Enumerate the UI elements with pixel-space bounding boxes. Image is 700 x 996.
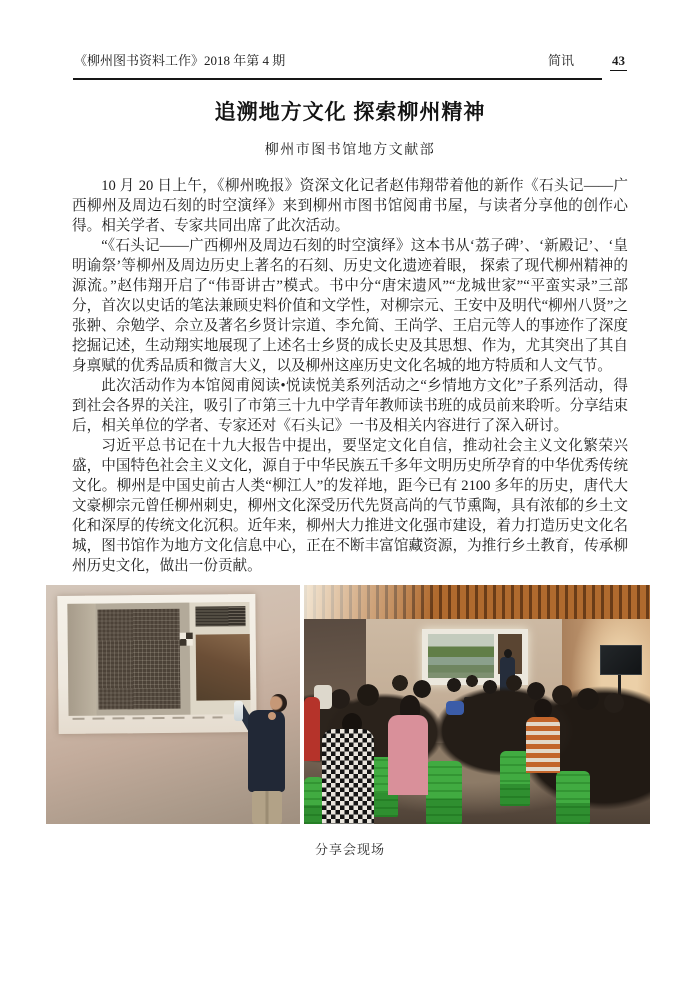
paragraph-1: 10 月 20 日上午，《柳州晚报》资深文化记者赵伟翔带着他的新作《石头记——广西柳州及周边石刻的时空演绎》来到柳州市图书馆阅甫书屋，与读者分享他的创作心得。相关学者、专家共同出席了此次活动。 — [72, 178, 628, 234]
slide-caption-line — [73, 716, 223, 720]
audience-head — [534, 699, 552, 719]
slide-cliff-image — [67, 604, 96, 716]
slide-inscription-rubbing — [97, 609, 180, 710]
light-beam — [304, 585, 650, 619]
article-title: 追溯地方文化 探索柳州精神 — [214, 101, 486, 124]
speaker-hand — [268, 712, 276, 720]
paragraph-4: 习近平总书记在十九大报告中提出，要坚定文化自信，推动社会主义文化繁荣兴盛，中国特色社会主义文化，源自于中华民族五千多年文明历史所孕育的中华优秀传统文化。柳州是中国史前古人类“柳江人”的发祥地，距今已有 2100 多年的历史，唐代大文豪柳宗元曾任柳州刺史，柳州文化深受历代先贤高尚的气节熏陶，具有浓郁的乡土文化和深厚的传统文化沉积。近年来，柳州大力推进文化强市建设，着力打造历史文化名城，图书馆作为地方文化信息中心，正在不断丰富馆藏资源，为推行乡土教育，传承柳州历史文化，做出一份贡献。 — [72, 438, 628, 574]
standing-presenter-head — [504, 649, 512, 658]
header-rule — [73, 78, 602, 80]
photo-row — [46, 585, 650, 824]
page-header — [0, 0, 700, 71]
audience-pink-top — [388, 715, 428, 795]
speaker-head — [270, 694, 287, 712]
audience-striped-top — [526, 717, 560, 773]
green-chair — [304, 777, 324, 824]
photo-caption: 分享会现场 — [314, 842, 385, 857]
page-number: 43 — [610, 53, 627, 71]
speaker-bottle — [234, 701, 243, 721]
paragraph-3: 此次活动作为本馆阅甫阅读•悦读悦美系列活动之“乡情地方文化”子系列活动，得到社会各界的关注，吸引了市第三十九中学青年教师读书班的成员前来聆听。分享结束后，相关单位的学者、专家还对《石头记》一书及相关内容进行了深入研讨。 — [72, 378, 628, 434]
header-right — [548, 50, 627, 71]
slide — [67, 602, 250, 716]
speaker-legs — [252, 791, 282, 824]
projection-screen — [57, 594, 256, 734]
slide-landscape-image — [428, 634, 494, 678]
green-chair — [556, 771, 590, 824]
photo-audience-room — [304, 585, 650, 824]
section-label: 简讯 — [547, 53, 574, 68]
journal-issue: 《柳州图书资料工作》2018 年第 4 期 — [74, 53, 286, 68]
audience-red-jacket — [304, 697, 320, 761]
audience-blue-item — [446, 701, 464, 715]
article-byline: 柳州市图书馆地方文献部 — [264, 143, 436, 158]
slide-seal-mark — [180, 633, 193, 646]
paragraph-2: “《石头记——广西柳州及周边石刻的时空演绎》这本书从‘荔子碑’、‘新殿记’、‘皇明谕祭’等柳州及周边历史上著名的石刻、历史文化遗迹着眼， 探索了现代柳州精神的源流。”赵伟翔开启了“伟哥讲古”模式。书中分“唐宋遗风”“龙城世家”“平蛮实录”三部分，首次以史话的笔法兼顾史料价值和文学性，对柳宗元、王安中及明代“柳州八贤”之张翀、佘勉学、佘立及著名乡贤计宗道、李允简、王尚学、王启元等人的事迹作了深度挖掘记述，生动翔实地展现了上述名士乡贤的成长史及其思想、作为，尤其突出了其自身禀赋的优秀品质和微言大义，以及柳州这座历史文化名城的地方特质和人文气节。 — [72, 238, 628, 374]
slide-brown-photo — [196, 634, 251, 701]
article-body — [72, 176, 628, 576]
green-chair — [426, 761, 462, 824]
speaker-torso — [248, 710, 285, 792]
audience-checkered-coat — [322, 729, 374, 824]
slide-text-panel — [195, 606, 245, 627]
tv-screen — [600, 645, 642, 675]
photo-speaker-presenting — [46, 585, 300, 824]
